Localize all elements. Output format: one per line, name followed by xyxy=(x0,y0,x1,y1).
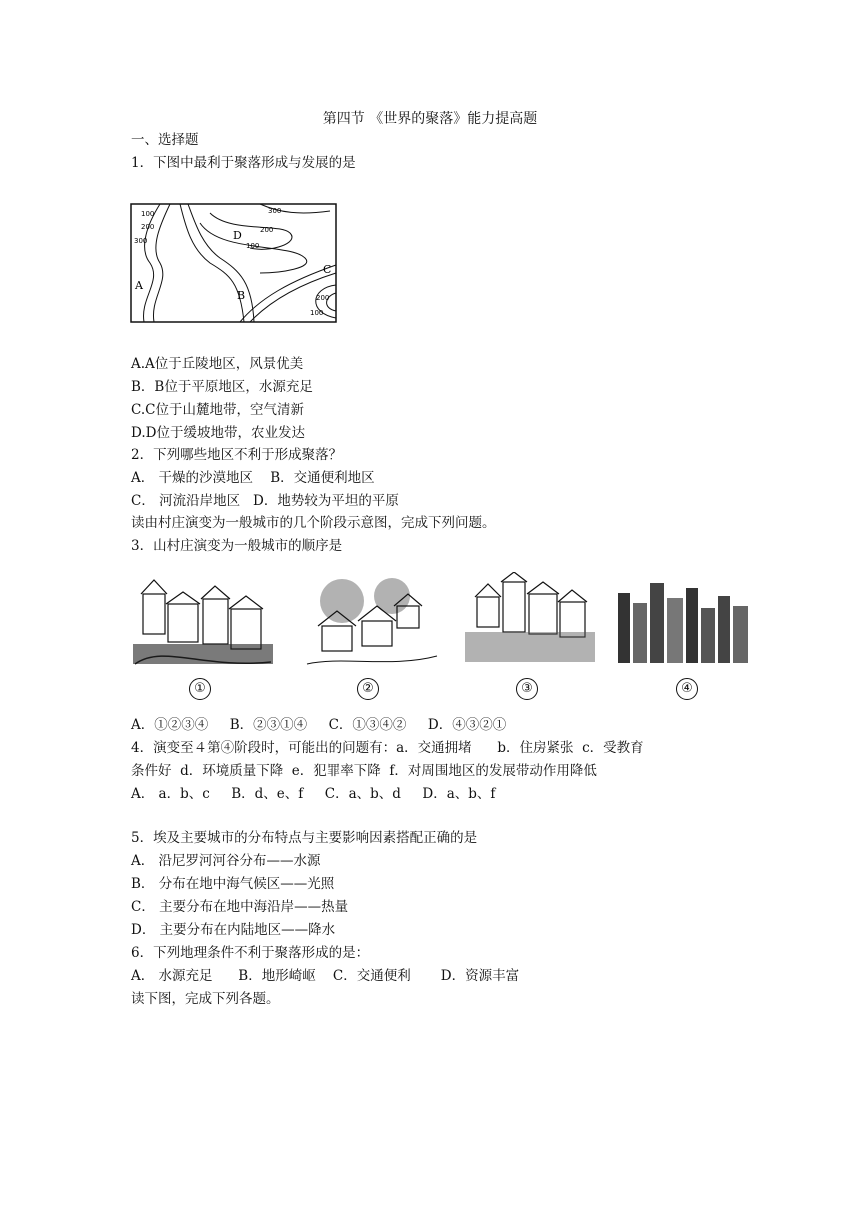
q6-stem: 6．下列地理条件不利于聚落形成的是： xyxy=(131,945,370,961)
q6-options: A． 水源充足 B．地形崎岖 C．交通便利 D．资源丰富 xyxy=(131,968,520,984)
stage1-village-illustration xyxy=(133,574,273,670)
contour-label: 200 xyxy=(141,223,155,231)
stage-label-4: ④ xyxy=(676,678,698,700)
stage3-town-illustration xyxy=(465,572,595,672)
q4-line2: 条件好 d．环境质量下降 e．犯罪率下降 f．对周围地区的发展带动作用降低 xyxy=(131,763,597,779)
q5-option-b: B． 分布在地中海气候区——光照 xyxy=(131,876,335,892)
reading-intro: 读由村庄演变为一般城市的几个阶段示意图，完成下列问题。 xyxy=(131,515,496,531)
q2-stem: 2．下列哪些地区不利于形成聚落？ xyxy=(131,447,343,463)
section-heading: 一、选择题 xyxy=(131,132,199,148)
q1-option-d: D.D位于缓坡地带，农业发达 xyxy=(131,425,305,441)
contour-label: 100 xyxy=(246,242,260,250)
contour-label: 100 xyxy=(141,210,155,218)
q4-line1: 4．演变至４第④阶段时，可能出的问题有：a．交通拥堵 b．住房紧张 c．受教育 xyxy=(131,740,644,756)
contour-label: 300 xyxy=(268,207,282,215)
q5-option-d: D． 主要分布在内陆地区——降水 xyxy=(131,922,336,938)
q2-options-row1: A． 干燥的沙漠地区 B．交通便利地区 xyxy=(131,470,375,486)
q5-stem: 5．埃及主要城市的分布特点与主要影响因素搭配正确的是 xyxy=(131,830,478,846)
contour-map xyxy=(130,203,338,324)
stage2-village-illustration xyxy=(302,576,442,670)
q2-options-row2: C． 河流沿岸地区 D．地势较为平坦的平原 xyxy=(131,493,399,509)
contour-label: 200 xyxy=(316,294,330,302)
q1-option-c: C.C位于山麓地带，空气清新 xyxy=(131,402,304,418)
stage-label-3: ③ xyxy=(516,678,538,700)
map-point-d: D xyxy=(233,229,242,242)
q5-option-c: C． 主要分布在地中海沿岸——热量 xyxy=(131,899,349,915)
q3-stem: 3．山村庄演变为一般城市的顺序是 xyxy=(131,538,343,554)
q1-option-b: B．B位于平原地区，水源充足 xyxy=(131,379,313,395)
map-point-b: B xyxy=(237,289,246,302)
page-title: 第四节 《世界的聚落》能力提高题 xyxy=(322,111,538,127)
stage-label-2: ② xyxy=(357,678,379,700)
map-point-c: C xyxy=(323,263,332,276)
contour-label: 100 xyxy=(310,309,324,317)
map-point-a: A xyxy=(135,279,143,292)
reading-outro: 读下图，完成下列各题。 xyxy=(131,991,280,1007)
stage-label-1: ① xyxy=(189,678,211,700)
q4-options: A． a．b、c B．d、e、f C．a、b、d D．a、b、f xyxy=(131,786,496,802)
q1-stem: 1．下图中最利于聚落形成与发展的是 xyxy=(131,155,356,171)
q1-option-a: A.A位于丘陵地区，风景优美 xyxy=(131,356,304,372)
q3-options: A．①②③④ B．②③①④ C．①③④② D．④③②① xyxy=(131,717,507,733)
q5-option-a: A． 沿尼罗河河谷分布——水源 xyxy=(131,853,321,869)
stage4-city-illustration xyxy=(613,578,753,668)
contour-label: 200 xyxy=(260,226,274,234)
contour-label: 300 xyxy=(134,237,148,245)
